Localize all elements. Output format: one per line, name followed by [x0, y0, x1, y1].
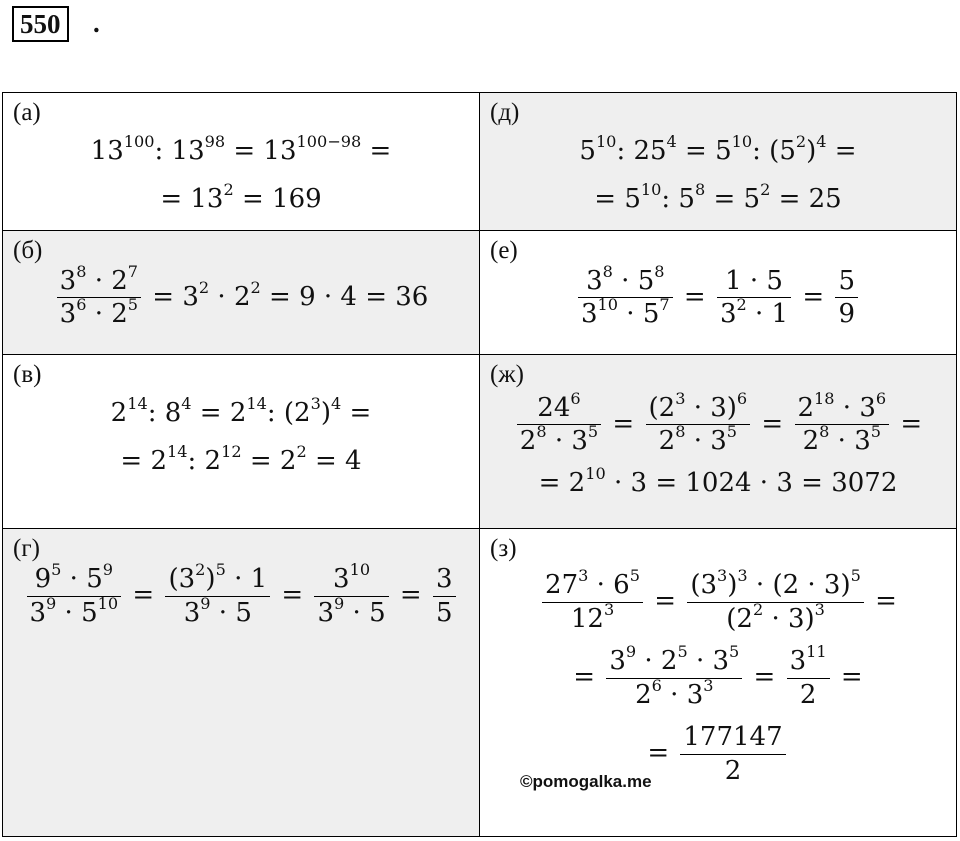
fraction: $\frac{27^3 \cdot 6^5}{12^3}$	[542, 569, 643, 635]
equation-g: $\frac{9^5 \cdot 5^9}{3^9 \cdot 5^{10}}$ = $\frac{(3^2)^5 \cdot 1}{3^9 \cdot 5}$ = $\frac{3^{10}}{3^9 \cdot 5}$ = $\frac{3}{5}$	[13, 563, 469, 629]
cell-e	[480, 230, 957, 354]
equation-zh-line1: $\frac{24^6}{2^8 \cdot 3^5}$ = $\frac{(2^3 \cdot 3)^6}{2^8 \cdot 3^5}$ = $\frac{2^{18} \cdot 3^6}{2^8 \cdot 3^5}$ =	[490, 389, 946, 459]
label-a: (а)	[13, 99, 41, 126]
fraction: $\frac{24^6}{2^8 \cdot 3^5}$	[517, 392, 601, 458]
fraction: $\frac{2^{18} \cdot 3^6}{2^8 \cdot 3^5}$	[795, 392, 890, 458]
cell-zh	[480, 354, 957, 529]
cell-g	[3, 529, 480, 837]
cell-b	[3, 230, 480, 354]
fraction: $\frac{(3^2)^5 \cdot 1}{3^9 \cdot 5}$	[165, 563, 270, 629]
solutions-table	[2, 92, 957, 837]
fraction: $\frac{177147}{2}$	[680, 721, 785, 787]
fraction: $\frac{3}{5}$	[433, 563, 456, 629]
fraction: $\frac{3^{11}}{2}$	[787, 645, 830, 711]
fraction: $\frac{3^9 \cdot 2^5 \cdot 3^5}{2^6 \cdot 3^3}$	[606, 645, 742, 711]
equation-a-line1: $13^{100}$: $13^{98} = 13^{100-98}$ =	[90, 131, 392, 166]
equation-zh-line2: = $2^{10} \cdot 3 = 1024 \cdot 3 = 3072$	[538, 463, 898, 498]
label-e: (е)	[490, 236, 518, 264]
fraction: $\frac{3^8 \cdot 5^8}{3^{10} \cdot 5^7}$	[578, 265, 673, 331]
label-zh: (ж)	[490, 360, 524, 388]
cell-d	[480, 93, 957, 231]
cell-v	[3, 354, 480, 529]
equation-z-line2: = $\frac{3^9 \cdot 2^5 \cdot 3^5}{2^6 \cdot 3^3}$ = $\frac{3^{11}}{2}$ =	[573, 642, 863, 710]
label-g: (г)	[13, 535, 40, 563]
fraction: $\frac{3^{10}}{3^9 \cdot 5}$	[314, 563, 388, 629]
label-z: (з)	[490, 535, 517, 563]
fraction: $\frac{(2^3 \cdot 3)^6}{2^8 \cdot 3^5}$	[646, 392, 751, 458]
equation-a-line2: = $13^2 = 169$	[160, 179, 322, 214]
problem-number-dot: .	[93, 8, 100, 38]
cell-a	[3, 93, 480, 231]
cell-z	[480, 529, 957, 837]
label-d: (д)	[490, 99, 520, 126]
equation-v-line2: = $2^{14}$: $2^{12} = 2^2 = 4$	[120, 441, 362, 476]
label-v: (в)	[13, 360, 42, 388]
fraction: $\frac{9^5 \cdot 5^9}{3^9 \cdot 5^{10}}$	[27, 563, 122, 629]
fraction: $\frac{(3^3)^3 \cdot (2 \cdot 3)^5}{(2^2 \cdot 3)^3}$	[687, 569, 864, 635]
fraction: $\frac{3^8 \cdot 2^7}{3^6 \cdot 2^5}$	[57, 265, 141, 331]
watermark: ©pomogalka.me	[520, 772, 652, 791]
equation-z-line3: = $\frac{177147}{2}$	[490, 715, 946, 791]
equation-z-line1: $\frac{27^3 \cdot 6^5}{12^3}$ = $\frac{(3^3)^3 \cdot (2 \cdot 3)^5}{(2^2 \cdot 3)^3}$ =	[490, 563, 946, 639]
equation-e: $\frac{3^8 \cdot 5^8}{3^{10} \cdot 5^7}$ = $\frac{1 \cdot 5}{3^2 \cdot 1}$ = $\frac{5}{9}$	[490, 265, 946, 331]
fraction: $\frac{1 \cdot 5}{3^2 \cdot 1}$	[717, 265, 791, 331]
problem-number: 550	[12, 6, 69, 42]
fraction: $\frac{5}{9}$	[835, 265, 858, 331]
equation-v-line1: $2^{14}$: $8^4 = 2^{14}$: $(2^3)^4$ =	[110, 393, 372, 428]
equation-b: $\frac{3^8 \cdot 2^7}{3^6 \cdot 2^5}$ = $3^2 \cdot 2^2 = 9 \cdot 4 = 36$	[13, 265, 469, 331]
equation-d-line2: = $5^{10}$: $5^8 = 5^2 = 25$	[594, 179, 842, 214]
label-b: (б)	[13, 236, 43, 264]
equation-d-line1: $5^{10}$: $25^4 = 5^{10}$: $(5^2)^4$ =	[579, 131, 857, 166]
